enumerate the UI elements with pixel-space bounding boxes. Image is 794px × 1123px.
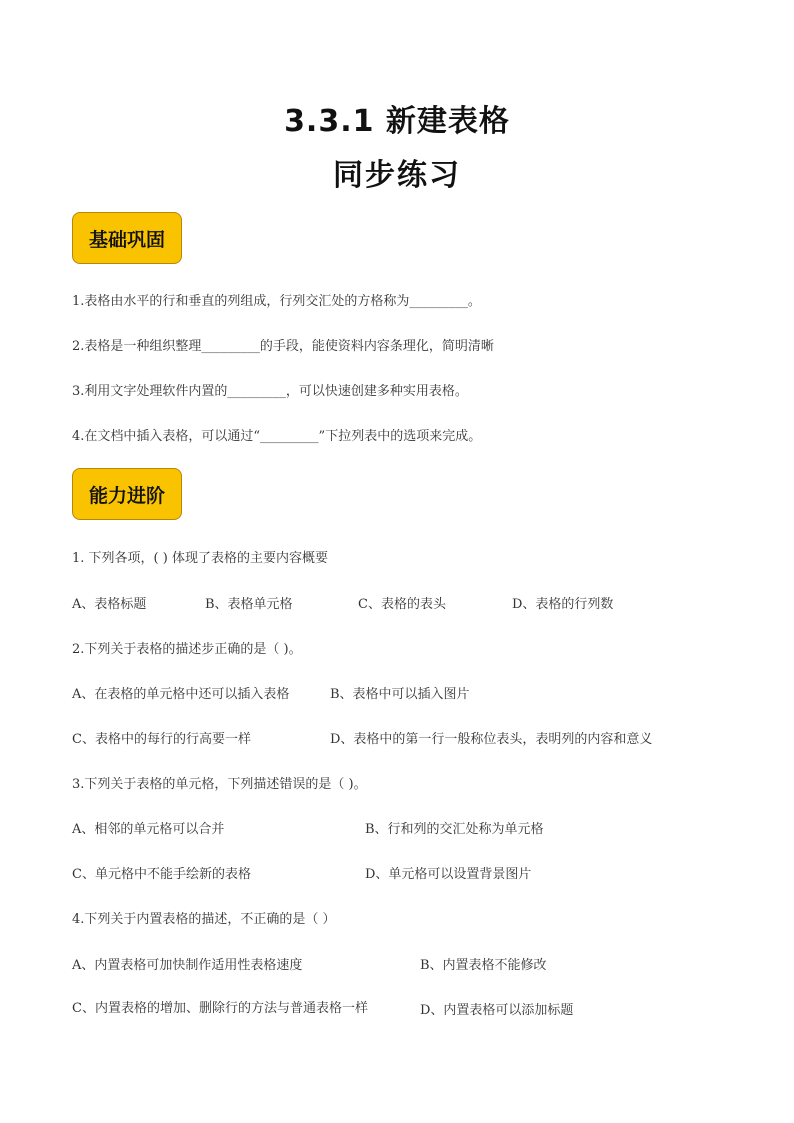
- question-3-option-d: D、单元格可以设置背景图片: [365, 867, 532, 882]
- question-2-stem: 2.下列关于表格的描述步正确的是（ )。: [72, 642, 302, 657]
- question-2-option-d: D、表格中的第一行一般称位表头，表明列的内容和意义: [330, 732, 653, 747]
- page-title: 3.3.1 新建表格: [284, 104, 510, 139]
- question-4-option-b: B、内置表格不能修改: [420, 958, 547, 973]
- question-1-stem: 1. 下列各项，( ) 体现了表格的主要内容概要: [72, 551, 328, 566]
- fill-blank-item-4: 4.在文档中插入表格，可以通过“_________”下拉列表中的选项来完成。: [72, 429, 482, 444]
- section-basic-heading: 基础巩固: [72, 212, 182, 264]
- page-subtitle: 同步练习: [333, 158, 461, 193]
- question-4-option-d: D、内置表格可以添加标题: [420, 1003, 574, 1018]
- question-1-option-d: D、表格的行列数: [512, 597, 614, 612]
- question-3-option-a: A、相邻的单元格可以合并: [72, 822, 225, 837]
- question-4-option-a: A、内置表格可加快制作适用性表格速度: [72, 958, 303, 973]
- question-1-option-a: A、表格标题: [72, 597, 147, 612]
- question-1-option-b: B、表格单元格: [205, 597, 293, 612]
- fill-blank-item-3: 3.利用文字处理软件内置的_________，可以快速创建多种实用表格。: [72, 384, 468, 399]
- fill-blank-item-1: 1.表格由水平的行和垂直的列组成，行列交汇处的方格称为_________。: [72, 294, 481, 309]
- question-3-option-b: B、行和列的交汇处称为单元格: [365, 822, 544, 837]
- section-advanced-heading: 能力进阶: [72, 468, 182, 520]
- question-2-option-b: B、表格中可以插入图片: [330, 687, 470, 702]
- question-4-option-c: C、内置表格的增加、删除行的方法与普通表格一样: [72, 1001, 368, 1016]
- question-3-stem: 3.下列关于表格的单元格，下列描述错误的是（ )。: [72, 777, 367, 792]
- question-2-option-a: A、在表格的单元格中还可以插入表格: [72, 687, 290, 702]
- question-1-option-c: C、表格的表头: [358, 597, 446, 612]
- question-3-option-c: C、单元格中不能手绘新的表格: [72, 867, 251, 882]
- question-4-stem: 4.下列关于内置表格的描述，不正确的是（ ）: [72, 912, 336, 927]
- fill-blank-item-2: 2.表格是一种组织整理_________的手段，能使资料内容条理化，简明清晰: [72, 339, 494, 354]
- question-2-option-c: C、表格中的每行的行高要一样: [72, 732, 251, 747]
